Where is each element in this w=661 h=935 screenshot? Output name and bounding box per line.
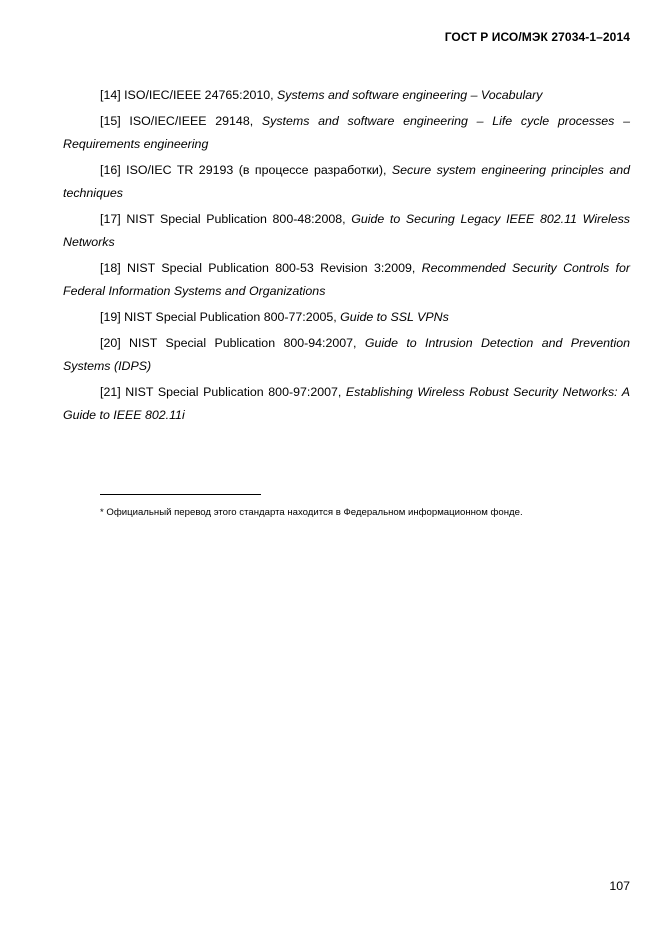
- entry-reference: [19] NIST Special Publication 800-77:2005,: [100, 309, 341, 324]
- bibliography-entry-18: [63, 257, 630, 303]
- entry-reference: [21] NIST Special Publication 800-97:2007,: [100, 384, 346, 399]
- entry-reference: [20] NIST Special Publication 800-94:2007,: [100, 335, 365, 350]
- entry-title: Systems and software engineering – Vocabulary: [277, 88, 543, 102]
- bibliography-entry-21: [63, 381, 630, 427]
- entry-reference: [15] ISO/IEC/IEEE 29148,: [100, 113, 262, 128]
- entry-title: Guide to Intrusion Detection and Prevention Systems (IDPS): [63, 335, 630, 373]
- footnote-divider: [100, 494, 261, 495]
- bibliography-list: [63, 84, 630, 430]
- entry-title: Systems and software engineering – Life cycle processes – Requirements engineering: [63, 113, 630, 151]
- bibliography-entry-19: [63, 306, 630, 329]
- document-header-standard-id: ГОСТ Р ИСО/МЭК 27034-1–2014: [444, 30, 630, 44]
- entry-title: Secure system engineering principles and techniques: [63, 162, 630, 200]
- entry-reference: [16] ISO/IEC TR 29193 (в процессе разработки),: [100, 162, 392, 177]
- bibliography-entry-16: [63, 159, 630, 205]
- bibliography-entry-15: [63, 110, 630, 156]
- entry-reference: [17] NIST Special Publication 800-48:2008,: [100, 211, 352, 226]
- entry-title: Establishing Wireless Robust Security Networks: A Guide to IEEE 802.11i: [63, 384, 630, 422]
- entry-title: Guide to SSL VPNs: [340, 309, 449, 324]
- entry-reference: [14] ISO/IEC/IEEE 24765:2010,: [100, 88, 278, 102]
- bibliography-entry-14: [63, 84, 630, 107]
- page-number: 107: [609, 879, 630, 893]
- bibliography-entry-20: [63, 332, 630, 378]
- entry-title: Recommended Security Controls for Federal Information Systems and Organizations: [63, 260, 630, 298]
- entry-title: Guide to Securing Legacy IEEE 802.11 Wireless Networks: [63, 211, 630, 249]
- footnote-text: * Официальный перевод этого стандарта находится в Федеральном информационном фонде.: [100, 507, 523, 518]
- bibliography-entry-17: [63, 208, 630, 254]
- entry-reference: [18] NIST Special Publication 800-53 Revision 3:2009,: [100, 260, 422, 275]
